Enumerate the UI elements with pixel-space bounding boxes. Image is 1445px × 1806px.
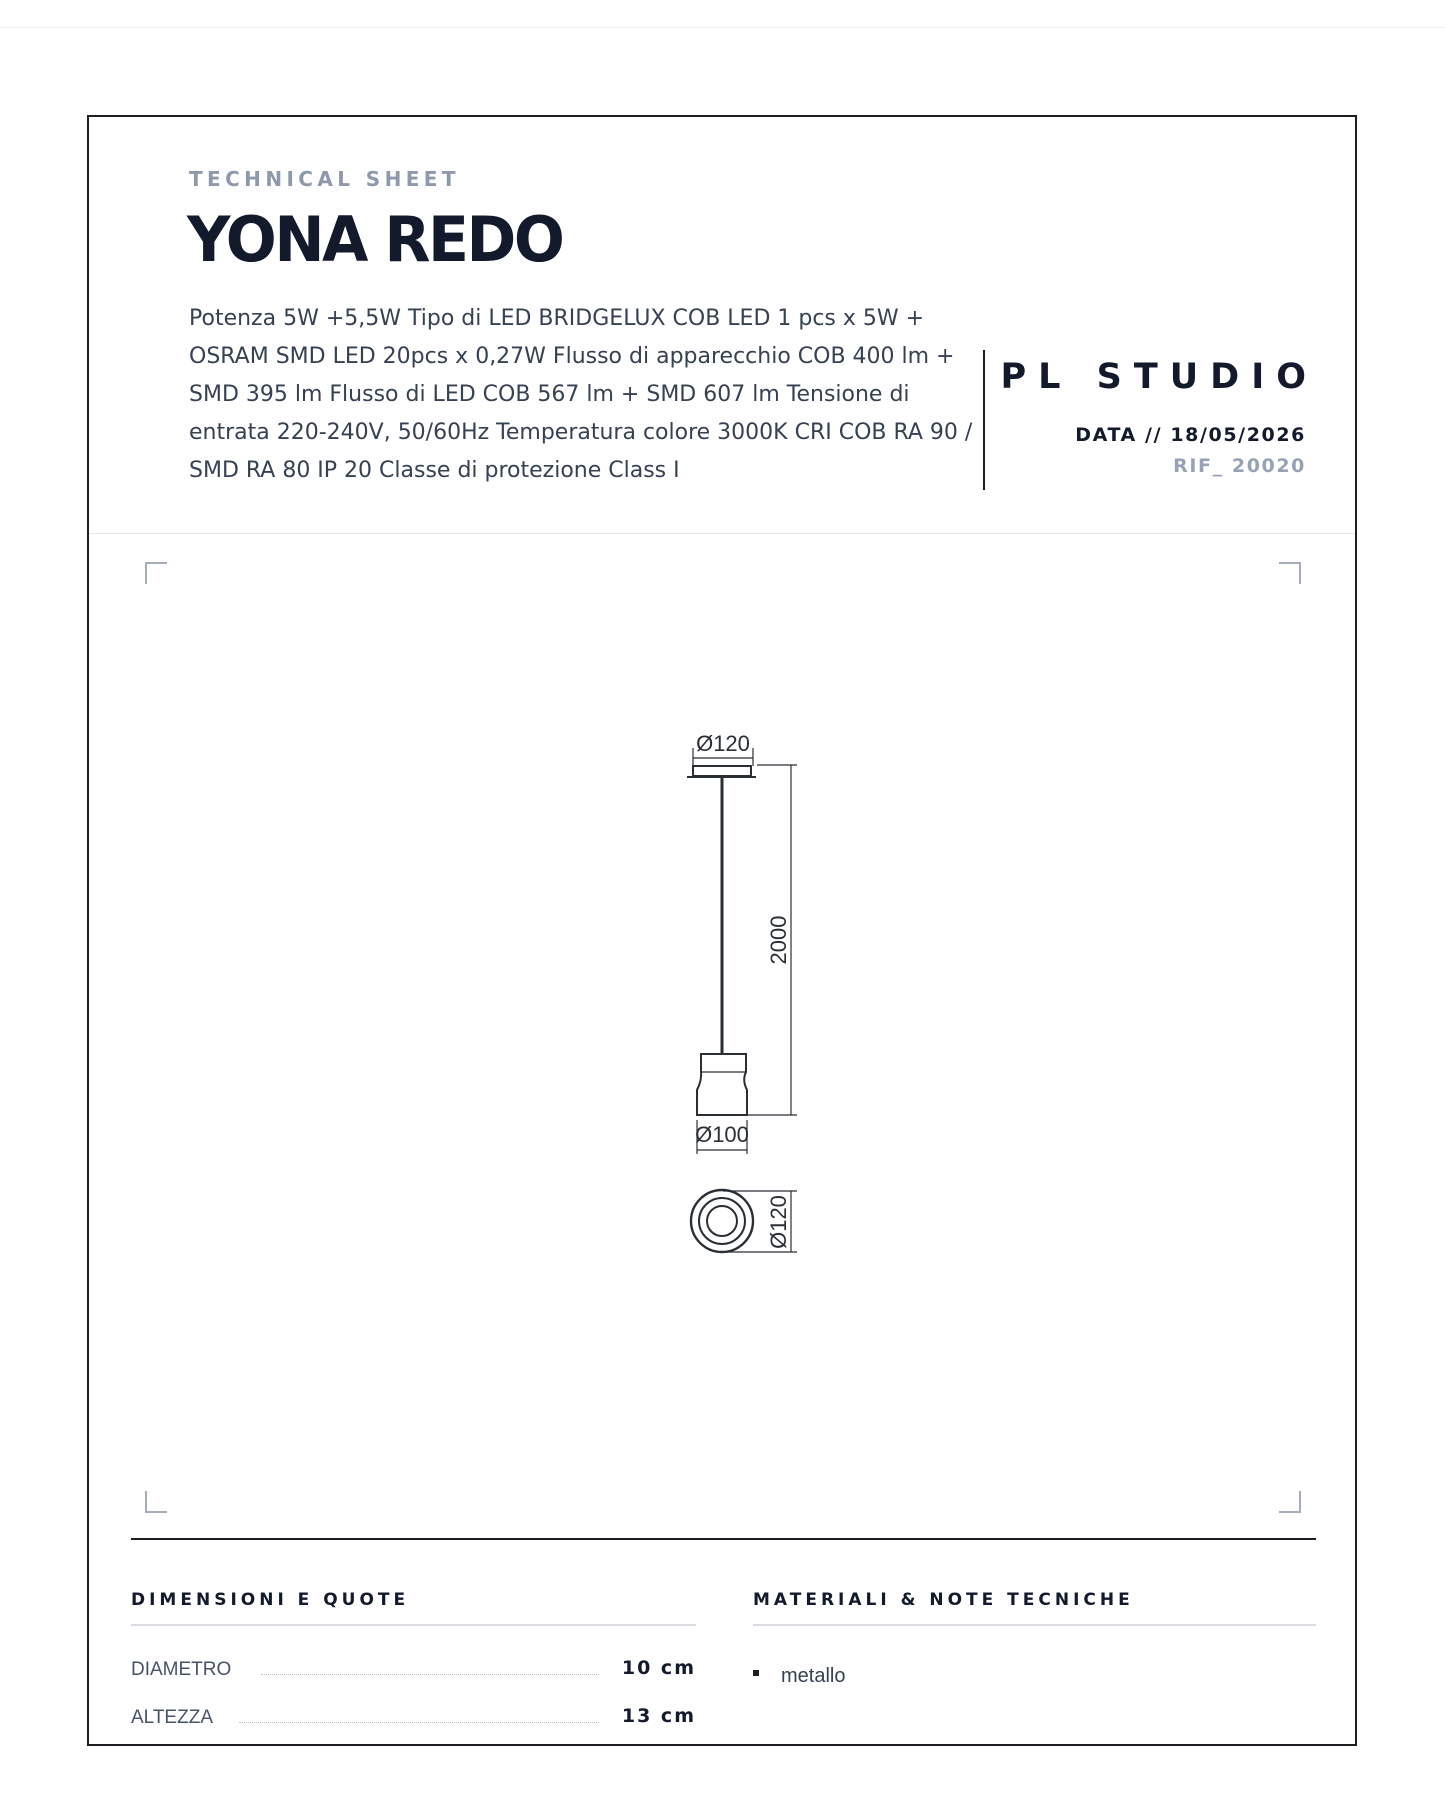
sheet-reference: RIF_ 20020 (1173, 455, 1306, 477)
material-label: metallo (781, 1665, 846, 1687)
frame-corner-bottom-right (1279, 1491, 1301, 1513)
plan-view-rings (691, 1190, 753, 1252)
header-vertical-divider (983, 350, 985, 490)
product-title: YONA REDO (187, 203, 563, 277)
top-divider (0, 27, 1445, 28)
cable-length-label: 2000 (766, 915, 791, 965)
brand-name: PL STUDIO (1000, 357, 1318, 397)
dot-leader (261, 1674, 599, 1675)
technical-sheet (87, 115, 1357, 1746)
dimension-label: DIAMETRO (131, 1659, 232, 1680)
sheet-header (89, 117, 1355, 534)
product-specs: Potenza 5W +5,5W Tipo di LED BRIDGELUX COB LED 1 pcs x 5W + OSRAM SMD LED 20pcs x 0,27W Flusso di apparecchio COB 400 lm + SMD 395 lm Flusso di LED COB 567 lm + SMD 607 lm Tensione di entrata 220-240V, 50/60Hz Temperatura colore 3000K CRI COB RA 90 / SMD RA 80 IP 20 Classe di protezione Class I (189, 306, 973, 483)
dimensions-heading: DIMENSIONI E QUOTE (131, 1590, 410, 1610)
materials-rule (753, 1624, 1316, 1626)
canopy-diameter-label: Ø120 (696, 731, 750, 756)
lamp-shade-shape (697, 1054, 747, 1115)
shade-diameter-label: Ø100 (695, 1122, 749, 1147)
bullet-icon (753, 1670, 759, 1676)
pendant-lamp-drawing (679, 722, 929, 1282)
frame-corner-bottom-left (145, 1491, 167, 1513)
sheet-eyebrow: TECHNICAL SHEET (189, 167, 460, 191)
dimension-value: 10 cm (621, 1657, 696, 1679)
dimension-row (131, 1703, 696, 1733)
product-technical-drawing (679, 722, 929, 1282)
dimensions-rule (131, 1624, 696, 1626)
sheet-date: DATA // 18/05/2026 (1075, 424, 1306, 446)
footer-divider (131, 1538, 1316, 1540)
dimension-label: ALTEZZA (131, 1707, 213, 1728)
frame-corner-top-left (145, 562, 167, 584)
frame-corner-top-right (1279, 562, 1301, 584)
plan-diameter-label: Ø120 (766, 1195, 791, 1249)
canopy-shape (693, 766, 751, 776)
dimension-row (131, 1655, 696, 1685)
dimension-value: 13 cm (621, 1705, 696, 1727)
materials-heading: MATERIALI & NOTE TECNICHE (753, 1590, 1134, 1610)
dot-leader (239, 1722, 599, 1723)
